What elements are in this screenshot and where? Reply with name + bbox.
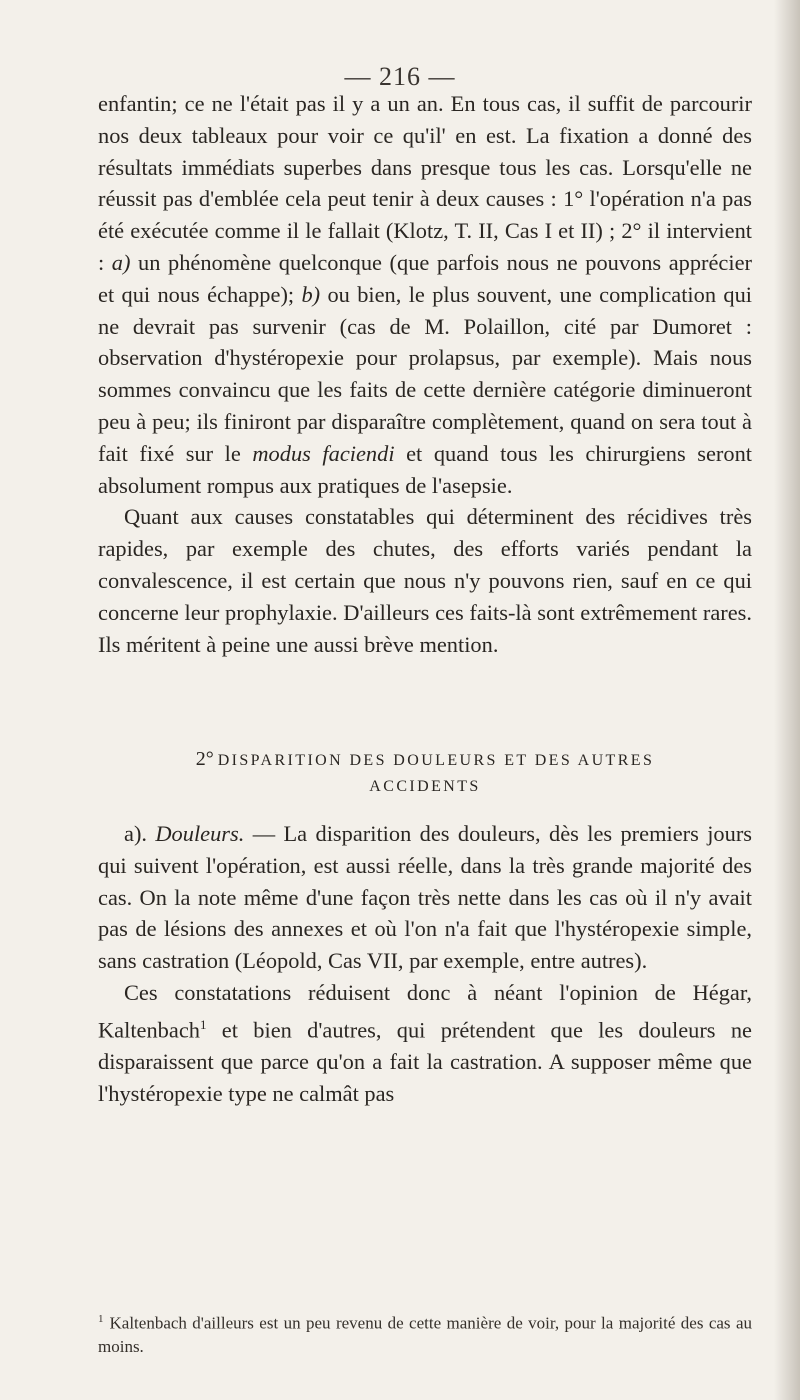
paragraph-1-part-d: et quand tous les chirurgiens seront absolument rompus aux pratiques de l'asepsie. [98,440,752,498]
footnote-text: Kaltenbach d'ailleurs est un peu revenu de cette manière de voir, pour la majorité des cas au moins. [98,1313,752,1356]
paragraph-1 [98,88,752,501]
paragraph-4 [98,977,752,1110]
subsection-label: a). [124,821,147,846]
paragraph-1-part-a: enfantin; ce ne l'était pas il y a un an. En tous cas, il suffit de parcourir nos deux tableaux pour voir ce qu'il' en est. La fixation a donné des résultats immédiats superbes dans presque tous les cas. Lorsqu'elle ne réussit pas d'emblée cela peut tenir à deux causes : 1° l'opération n'a pas été exécutée comme il le fallait (Klotz, T. II, Cas I et II) ; 2° il intervient : [98,91,752,275]
page-edge-shadow [774,0,800,1400]
section-heading-line-2: ACCIDENTS [369,778,481,795]
section-heading-line-1: DISPARITION DES DOULEURS ET DES AUTRES [217,752,655,769]
section-number: 2° [195,748,214,770]
footnote [98,1308,752,1358]
paragraph-3-text: — La disparition des douleurs, dès les premiers jours qui suivent l'opération, est aussi réelle, dans la très grande majorité des cas. On la note même d'une façon très nette dans les cas où il n'y avait pas de lésions des annexes et où l'on n'a fait que l'hystéropexie simple, sans castration (Léopold, Cas VII, par exemple, entre autres). [98,821,752,974]
footnote-reference: 1 [199,1016,207,1032]
paragraph-2: Quant aux causes constatables qui déterminent des récidives très rapides, par exemple des chutes, des efforts variés pendant la convalescence, il est certain que nous n'y pouvons rien, sauf en ce qui concerne leur prophylaxie. D'ailleurs ces faits-là sont extrêmement rares. Ils méritent à peine une aussi brève mention. [98,504,752,657]
paragraph-4-part-b: et bien d'autres, qui prétendent que les douleurs ne disparaissent que parce qu'on a fait la castration. A supposer même que l'hystéropexie type ne calmât pas [98,1017,752,1106]
paragraph-1-part-c: ou bien, le plus souvent, une complication qui ne devrait pas survenir (cas de M. Polaillon, cité par Dumoret : observation d'hystéropexie pour prolapsus, par exemple). Mais nous sommes convaincu que les faits de cette dernière catégorie diminueront peu à peu; ils finiront par disparaître complètement, quand on sera tout à fait fixé sur le [98,281,752,466]
footnote-mark: 1 [98,1313,104,1325]
paragraph-4-part-a: Ces constatations réduisent donc à néant l'opinion de Hégar, Kaltenbach [98,979,752,1043]
paragraph-1-part-b: un phénomène quelconque (que parfois nous ne pouvons apprécier et qui nous échappe); [98,249,752,307]
page-number: — 216 — [344,62,456,91]
subsection-title: Douleurs. [155,821,245,846]
label-a: a) [111,249,131,275]
label-b: b) [301,281,321,307]
modus-faciendi: modus faciendi [252,440,395,466]
paragraph-3 [98,818,752,977]
body-text-bottom [98,818,752,1110]
body-text-top [98,88,752,660]
section-heading [98,748,752,771]
